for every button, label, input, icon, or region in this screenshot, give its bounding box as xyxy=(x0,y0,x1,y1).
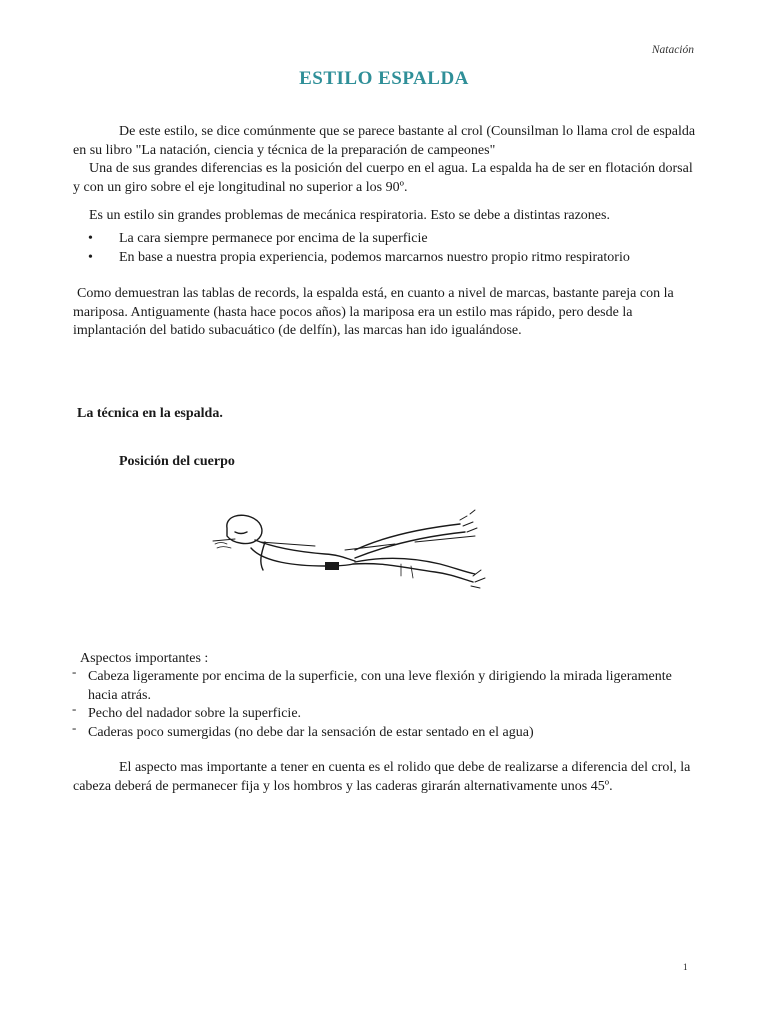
important-aspects-list xyxy=(72,668,702,742)
intro-paragraph-2 xyxy=(73,207,698,226)
list-item: • La cara siempre permanece por encima de la superficie xyxy=(88,230,708,249)
intro-text-2: Es un estilo sin grandes problemas de mecánica respiratoria. Esto se debe a distintas razones. xyxy=(89,208,610,223)
intro-text-1 xyxy=(73,123,698,160)
backstroke-swimmer-illustration xyxy=(205,506,495,606)
body-position-heading: Posición del cuerpo xyxy=(119,454,235,469)
breathing-reasons-list xyxy=(88,230,708,267)
list-item: • En base a nuestra propia experiencia, podemos marcarnos nuestro propio ritmo respiratorio xyxy=(88,249,708,268)
technique-heading: La técnica en la espalda. xyxy=(77,406,223,421)
rolling-text: El aspecto mas importante a tener en cuenta es el rolido que debe de realizarse a diferencia del crol, la cabeza deberá de permanecer fija y los hombros y las caderas girarán alternativamente unos 45º. xyxy=(73,760,691,794)
intro-text-1b-body: Una de sus grandes diferencias es la posición del cuerpo en el agua. La espalda ha de ser en flotación dorsal y con un giro sobre el eje longitudinal no superior a los 90º. xyxy=(73,161,693,195)
list-item: - Cabeza ligeramente por encima de la superficie, con una leve flexión y dirigiendo la mirada ligeramente hacia atrás. xyxy=(72,668,702,705)
page-number: 1 xyxy=(683,962,688,972)
running-header: Natación xyxy=(651,44,694,56)
list-item: - Pecho del nadador sobre la superficie. xyxy=(72,705,702,724)
intro-text-1b xyxy=(73,160,698,197)
intro-paragraph-3 xyxy=(73,285,698,341)
intro-text-3: Como demuestran las tablas de records, la espalda está, en cuanto a nivel de marcas, bastante pareja con la mariposa. Antiguamente (hasta hace pocos años) la mariposa era un estilo mas rápido, pero desde la implantación del batido subacuático (de delfín), las marcas han ido igualándose. xyxy=(73,286,674,338)
rolling-paragraph xyxy=(73,759,698,796)
important-aspects-title: Aspectos importantes : xyxy=(80,651,209,666)
page-title: ESTILO ESPALDA xyxy=(299,68,469,89)
list-item: - Caderas poco sumergidas (no debe dar la sensación de estar sentado en el agua) xyxy=(72,724,702,743)
intro-paragraph-1 xyxy=(73,123,698,197)
intro-text-1-body: De este estilo, se dice comúnmente que se parece bastante al crol (Counsilman lo llama crol de espalda en su libro "La natación, ciencia y técnica de la preparación de campeones" xyxy=(73,124,696,158)
